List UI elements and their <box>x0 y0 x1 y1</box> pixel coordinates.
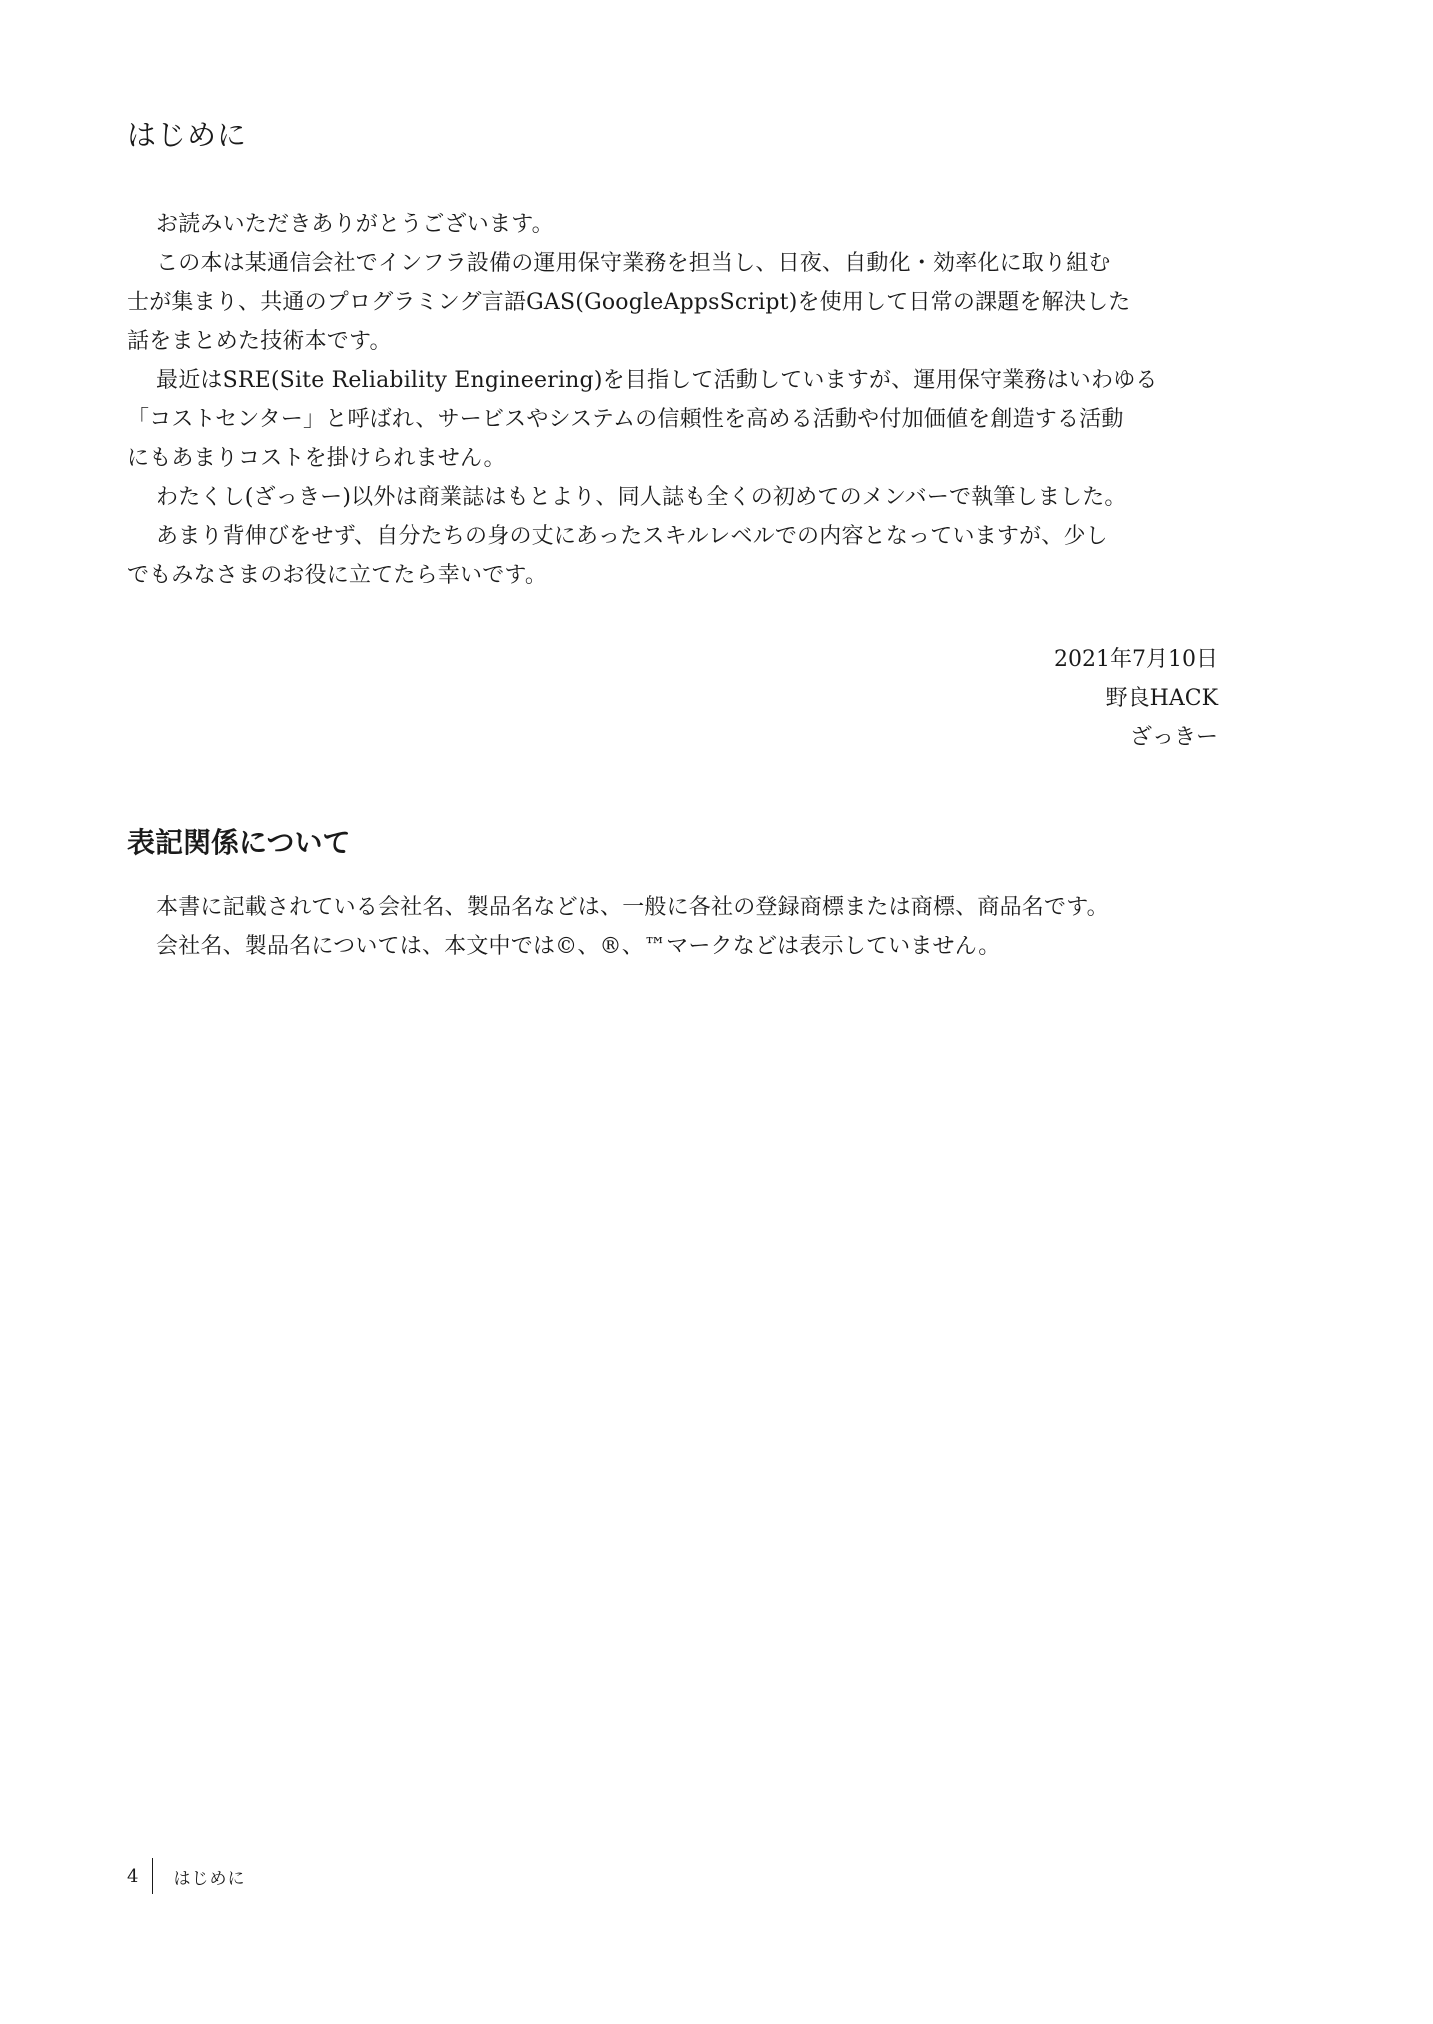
intro-line: 「コストセンター」と呼ばれ、サービスやシステムの信頼性を高める活動や付加価値を創造する活動 <box>127 407 1124 432</box>
notation-body <box>127 888 1217 966</box>
footer-divider <box>152 1858 153 1894</box>
notation-line: 本書に記載されている会社名、製品名などは、一般に各社の登録商標または商標、商品名です。 <box>156 895 1109 920</box>
signature-author: ざっきー <box>1129 725 1218 750</box>
signature-block <box>1054 640 1218 757</box>
page-footer <box>127 1858 245 1894</box>
intro-line: にもあまりコストを掛けられません。 <box>127 446 506 471</box>
section-title-intro: はじめに <box>127 118 248 152</box>
section-title-notation: 表記関係について <box>127 826 351 859</box>
intro-line: わたくし(ざっきー)以外は商業誌はもとより、同人誌も全くの初めてのメンバーで執筆しました。 <box>156 485 1127 510</box>
intro-line: あまり背伸びをせず、自分たちの身の丈にあったスキルレベルでの内容となっていますが、少し <box>156 524 1108 549</box>
intro-line: 最近はSRE(Site Reliability Engineering)を目指して活動していますが、運用保守業務はいわゆる <box>156 368 1158 393</box>
intro-line: お読みいただきありがとうございます。 <box>156 212 554 237</box>
intro-body <box>127 205 1217 595</box>
signature-group: 野良HACK <box>1105 686 1218 711</box>
intro-line: 士が集まり、共通のプログラミング言語GAS(GoogleAppsScript)を使用して日常の課題を解決した <box>127 290 1131 315</box>
intro-line: この本は某通信会社でインフラ設備の運用保守業務を担当し、日夜、自動化・効率化に取り組む <box>156 251 1111 276</box>
page-number: 4 <box>127 1865 139 1887</box>
intro-line: 話をまとめた技術本です。 <box>127 329 392 354</box>
running-title: はじめに <box>173 1868 246 1889</box>
intro-line: でもみなさまのお役に立てたら幸いです。 <box>127 563 548 588</box>
signature-date: 2021年7月10日 <box>1054 647 1218 672</box>
notation-line: 会社名、製品名については、本文中では©、®、™マークなどは表示していません。 <box>156 934 1001 959</box>
